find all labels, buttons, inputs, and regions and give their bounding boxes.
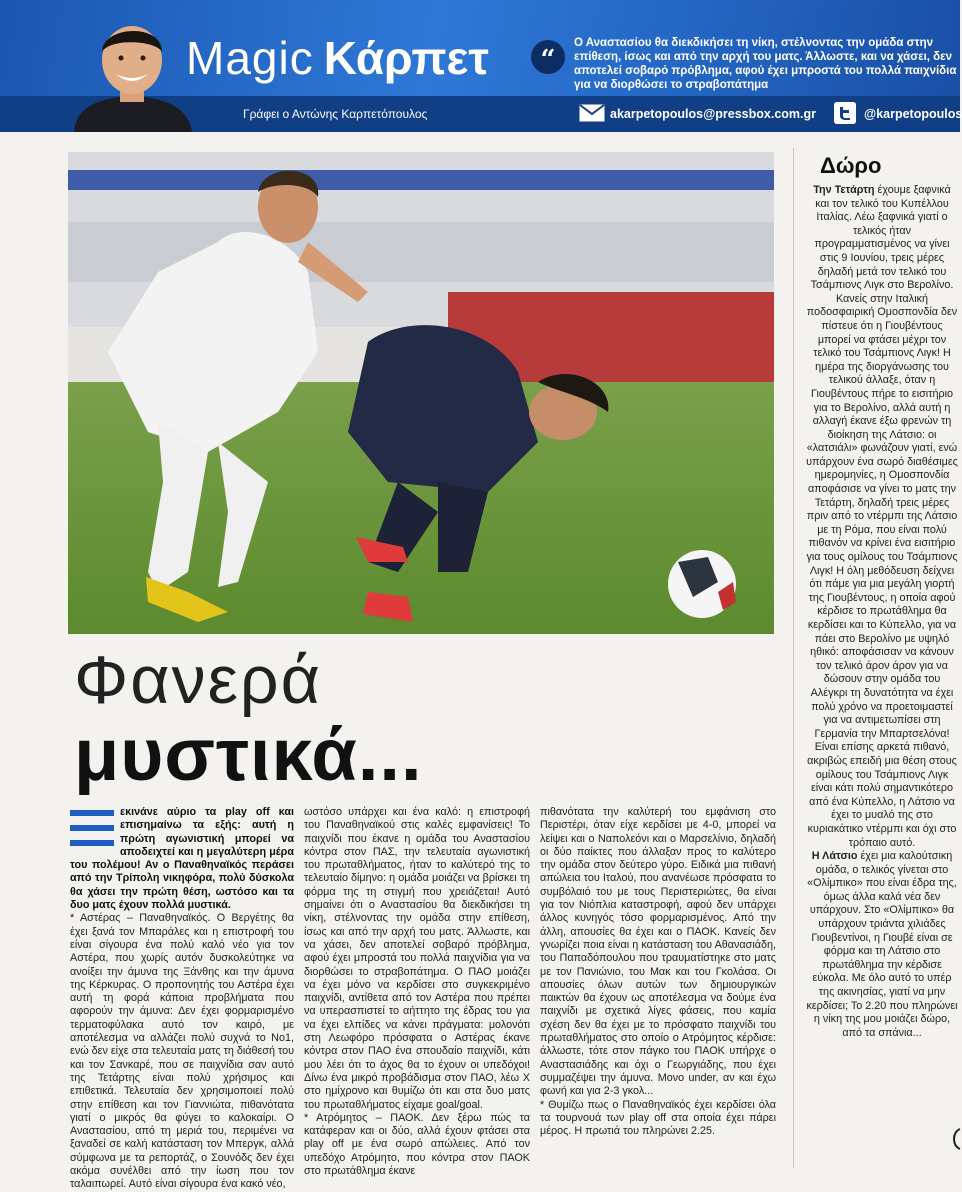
sidebar-body	[806, 184, 958, 1166]
article-column-1	[70, 806, 294, 1191]
article-paragraph: πιθανότατα την καλύτερή του εμφάνιση στο Περιστέρι, όταν είχε κερδίσει με 4-0, μπορεί να λείψει και ο Ναπολεόνι και ο Μαρσελίνιο, δηλαδή οι δύο παίκτες που άλλαξαν προς το καλύτερο την ομάδα στον δεύτερο γύρο. Ειδικά μια πιθανή απώλεια του Ιταλού, που ανανέωσε πρόσφατα το συμβόλαιό του με τους Περιστεριώτες, θα είναι για τον Νιόπλια καταστροφή, αφού δεν υπάρχει άλλος κυνηγός τόσο φορμαρισμένος. Από την άλλη, απουσίες θα έχει και ο ΠΑΟΚ. Κανείς δεν γνωρίζει ποια είναι η κατάσταση του Αθανασιάδη, του Παπαδόπουλου που τραυματίστηκε στο ματς με τον Πανιώνιο, του Μακ και του Γκολάσα. Οι απουσίες όλων αυτών των δημιουργικών παικτών θα έχουν ως αποτέλεσμα να δούμε ένα παιχνίδι με σχετικά λίγες φάσεις, που καμία σχέση δεν θα έχει με το πρόσφατο παιχνίδι του πρωταθλήματος στο οποίο ο Ατρόμητος κέρδισε: άλλωστε, τότε στον πάγκο του ΠΑΟΚ υπήρχε ο Αναστασιάδης και όχι ο Γεωργιάδης, που έχει συμμαζέψει την άμυνα. Μονο under, αν και έχω φωνή και για 2-3 γκολ...	[540, 806, 776, 1098]
match-photo	[68, 152, 774, 634]
sidebar-lead-2: Η Λάτσιο	[811, 850, 858, 863]
article-paragraph: * Αστέρας – Παναθηναϊκός. Ο Βεργέτης θα έχει ξανά τον Μπαράλες και η επιστροφή του είναι σίγουρα ένα πολύ καλό νέο για τον Αστέρα, που χωρίς αυτόν δυσκολεύτηκε να ανοίξει την άμυνα της Ξάνθης και την άμυνα της Κέρκυρας. Ο προπονητής του Αστέρα έχει αυτή τη φορά κάποια προβλήματα που αφορούν την άμυνα: Δεν έχει φορμαρισμένο τερματοφύλακα αυτό τον καιρό, με αποτέλεσμα να αλλάζει πολύ συχνά το Νο1, ενώ δεν είχε στα τελευταία ματς τη διάθεσή του και τον Σανκαρέ, που σε παιχνίδια σαν αυτό της Τετάρτης είναι πολύ χρήσιμος και επιθετικά. Τελευταία δεν χρησιμοποιεί πολύ στην επίθεση και τον Γιαννιώτα, πιθανότατα γιατί ο μικρός θα φύγει το καλοκαίρι. Ο Αναστασίου, από τη μεριά του, περιμένει να ξαναδεί σε καλή κατάσταση τον Μπεργκ, αλλά σύμφωνα με τα ρεπορτάζ, ο Σουνόδς δεν έχει ακόμα συνέλθει από την ίωση που τον ταλαιπωρεί. Αυτό είναι σίγουρα ένα κακό νέο,	[70, 912, 294, 1191]
article-column-2	[304, 806, 530, 1178]
article-paragraph: * Θυμίζω πως ο Παναθηναϊκός έχει κερδίσει όλα τα τουρνουά των play off στα οποία έχει πάρει μέρος. Η πρωτιά του πληρώνει 2.25.	[540, 1098, 776, 1138]
author-email[interactable]: akarpetopoulos@pressbox.com.gr	[610, 107, 816, 121]
author-byline: Γράφει ο Αντώνης Καρπετόπουλος	[243, 107, 428, 121]
article-paragraph: * Ατρόμητος – ΠΑΟΚ. Δεν ξέρω πώς τα κατάφεραν και οι δύο, αλλά έχουν φτάσει στα play off με ένα σωρό απώλειες. Από τον υπεδόχο Ατρόμητο, που κόντρα στον ΠΑΟΚ στο πρωτάθλημα έκανε	[304, 1111, 530, 1178]
sidebar-lead-1: Την Τετάρτη	[813, 184, 875, 196]
quote-line: για να διορθώσει το στραβοπάτημα	[574, 79, 769, 91]
quote-icon: “	[531, 40, 565, 74]
article-column-3	[540, 806, 776, 1162]
column-title	[186, 30, 489, 86]
mail-icon	[579, 104, 605, 122]
sidebar-paragraph	[806, 184, 958, 850]
column-title-light: Magic	[186, 32, 314, 84]
sidebar-paragraph	[806, 850, 958, 1040]
quote-line: Ο Αναστασίου θα διεκδικήσει τη νίκη, στέλνοντας την ομάδα στην	[574, 37, 934, 49]
sidebar-text-2: έχει μια καλούτσικη ομάδα, ο τελικός γίνεται στο «Ολίμπικο» που είναι έδρα της, όμως άλλα καλά νέα δεν υπάρχουν. Στο «Ολίμπικο» θα υπάρχουν τριάντα χιλιάδες Γιουβεντίνοι, η Γιουβέ είναι σε φόρμα και τη Λάτσιο στο πρωτάθλημα την κέρδισε εύκολα. Με όλο αυτό το υπέρ της ακινησίας, γιατί να μην κερδίσει; Το 2.20 που πληρώνει η νίκη της μου μοιάζει δώρο, από τα σπάνια...	[806, 850, 958, 1039]
author-twitter[interactable]: @karpetopoulos	[864, 107, 962, 121]
headline-line-1: Φανερά	[74, 642, 322, 718]
sidebar-title: Δώρο	[820, 153, 882, 178]
column-title-bold: Κάρπετ	[323, 32, 489, 84]
column-header	[0, 0, 960, 132]
article-lead: εκινάνε αύριο τα play off και επισημαίνω τα εξής: αυτή η πρώτη αγωνιστική μπορεί να αποδειχτεί και η μεγαλύτερη μέρα του πολέμου! Αν ο Παναθηναϊκός περάσει από την Τρίπολη νικηφόρα, πολύ δύσκολα θα χάσει την πρώτη θέση, ωστόσο και τα δυο ματς έχουν πολλά μυστικά.	[70, 806, 294, 912]
sidebar-divider	[793, 148, 794, 1168]
quote-line: επίθεση, ίσως και από την αρχή του ματς. Άλλωστε, και να χάσει, δεν	[574, 51, 952, 63]
quote-line: αποτελεί σοβαρό πρόβλημα, αφού έχει μπροστά του πολλά παιχνίδια	[574, 65, 957, 77]
dropcap-ornament	[70, 808, 114, 848]
page-edge-mark	[950, 1128, 960, 1150]
twitter-icon	[834, 102, 856, 124]
headline-line-2: μυστικά...	[74, 713, 423, 796]
article-paragraph: ωστόσο υπάρχει και ένα καλό: η επιστροφή του Παναθηναϊκού στις καλές εμφανίσεις! Το παιχνίδι που έκανε η ομάδα του Αναστασίου κόντρα στον ΠΑΣ, την τελευταία αγωνιστική του πρωταθλήματος, ήταν το καλύτερό της το τελευταίο δίμηνο: η ομάδα μοιάζει να βρίσκει τη φόρμα της τη στιγμή που χρειάζεται! Αυτό σημαίνει ότι ο Αναστασίου θα διεκδικήσει τη νίκη, στέλνοντας την ομάδα στην επίθεση, ίσως και από την αρχή του ματς. Άλλωστε, και να χάσει, δεν αποτελεί σοβαρό πρόβλημα, αφού έχει μπροστά του πολλά παιχνίδια για να διορθώσει το στραβοπάτημα. Ο ΠΑΟ μοιάζει να έχει μόνο να κερδίσει στο συγκεκριμένο παιχνίδι, αντίθετα από τον Αστέρα που πρέπει να υπερασπιστεί το αήττητο της έδρας του για να έχει ελπίδες να κάνει πράγματα: μολονότι στη Λεωφόρο πρόσφατα ο Αστέρας έκανε κόντρα στον ΠΑΟ ένα σπουδαίο παιχνίδι, κάτι μου λέει ότι το άχος θα το έχουν οι υπεδόχοι! Δίνω ένα μικρό προβάδισμα στον ΠΑΟ, λέω Χ στο ημίχρονο και θυμίζω ότι και στα δυο ματς του πρωταθλήματος είχαμε goal/goal.	[304, 806, 530, 1111]
author-portrait	[66, 12, 198, 132]
sidebar-text-1: έχουμε ξαφνικά και τον τελικό του Κυπέλλου Ιταλίας. Λέω ξαφνικά γιατί ο τελικός ήταν προγραμματισμένος να γίνει στις 9 Ιουνίου, τρεις μέρες δηλαδή μετά τον τελικό του Τσάμπιονς Λιγκ στο Βερολίνο. Κανείς στην Ιταλική ποδοσφαιρική Ομοσπονδία δεν πίστευε ότι η Γιουβέντους μπορεί να φτάσει μέχρι τον τελικό του Τσάμπιονς Λιγκ! Η ημέρα της διοργάνωσης του τελικού άλλαξε, όταν η Γιουβέντους πήρε το εισιτήριο για το Βερολίνο, αλλά αυτή η αλλαγή έκανε έξω φρενών τη διοίκηση της Λάτσιο: οι «λατσιάλι» φωνάζουν γιατί, ενώ υπάρχουν ένα σωρό διαθέσιμες ημερομηνίες, η Ομοσπονδία αποφάσισε να γίνει το ματς την Τετάρτη, δηλαδή τρεις μέρες πριν από το ντέρμπι της Λάτσιο με τη Ρόμα, που είναι πολύ πιθανόν να κρίνει ένα εισιτήριο για τους ομίλους του Τσάμπιονς Λιγκ! Η όλη μεθόδευση δείχνει ότι πάμε για μια μεγάλη γιορτή της Γιουβέντους, η οποία αφού κέρδισε το πρωτάθλημα θα κερδίσει και το Κύπελλο, για να πάει στο Βερολίνο με υψηλό ηθικό: αποφάσισαν να κάνουν τον τελικό άρον άρον για να δώσουν στην ομάδα του Αλέγκρι τη δυνατότητα να έχει πολύ χρόνο να προετοιμαστεί για να αντιμετωπίσει στη Γερμανία την Μπαρτσελόνα! Είναι επίσης αρκετά πιθανό, ακριβώς επειδή μια θέση στους ομίλους του Τσάμπιονς Λιγκ είναι κάτι πολύ σημαντικότερο από ένα Κύπελλο, η Λάτσιο να έχει το μυαλό της στο κυριακάτικο ντέρμπι και όχι στο τρόπαιο αυτό.	[806, 184, 958, 849]
header-pull-quote	[574, 36, 960, 92]
